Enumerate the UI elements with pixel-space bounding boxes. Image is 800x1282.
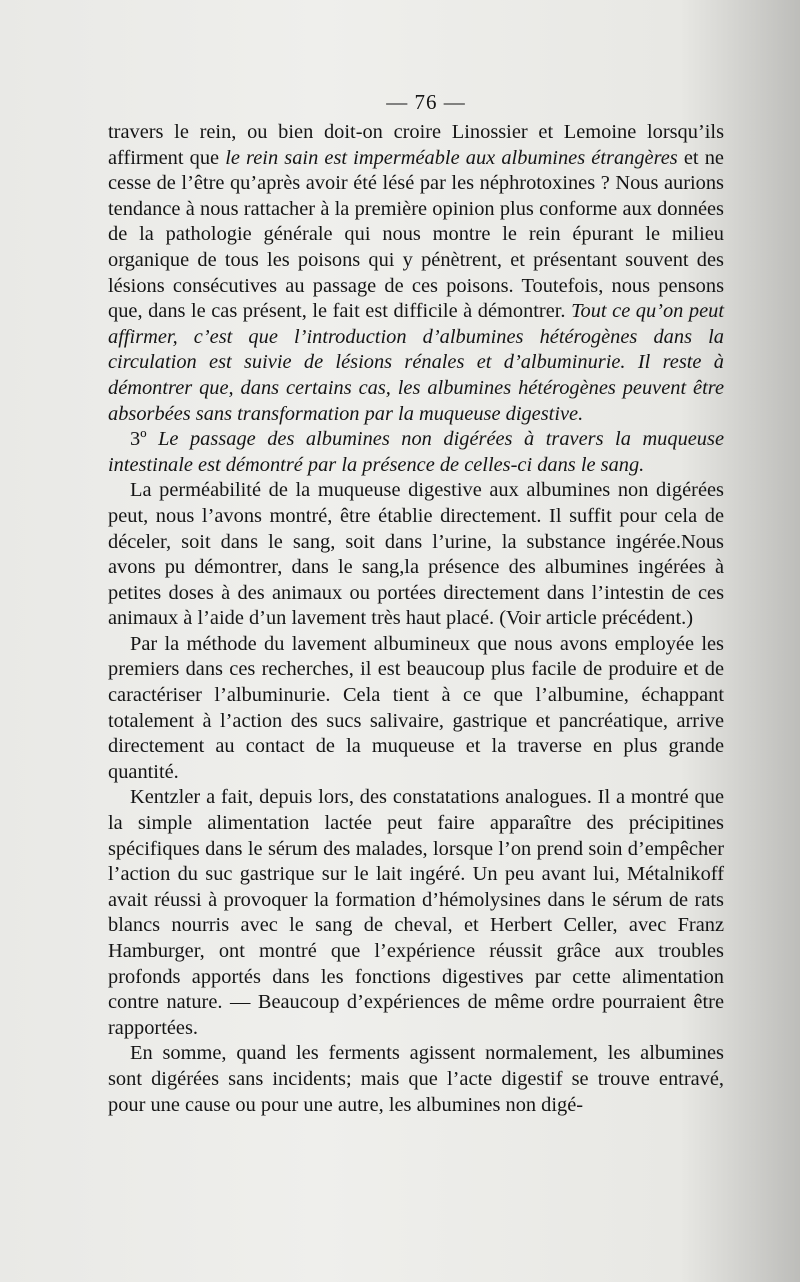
text-run: travers le rein, ou bien doit-on croire Linossier et Lemoine lorsqu’ils affirment que xyxy=(108,121,724,169)
text-run: La perméabilité de la muqueuse digestive aux albumines non digérées peut, nous l’avons montré, être établie directement. Il suffit pour cela de déceler, soit dans le sang, soit dans l’urine, la substance ingérée.Nous avons pu démontrer, dans le sang,la présence des albumines ingérées à petites doses à des animaux ou portées directement dans l’intestin de ces animaux à l’aide d’un lavement très haut placé. (Voir article précédent.) xyxy=(108,479,724,630)
paragraph-3 xyxy=(108,478,724,632)
text-run: et ne cesse de l’être qu’après avoir été lésé par les néphrotoxines ? Nous aurions tendance à nous rattacher à la première opinion plus conforme aux données de la pathologie générale qui nous montre le rein épurant le milieu organique de tous les poisons qui y pénètrent, et présentant souvent des lésions consécutives au passage de ces poisons. Toutefois, nous pensons que, dans le cas présent, le fait est difficile à démontrer. xyxy=(108,146,724,323)
italic-text-run: Tout ce qu’on peut affirmer, c’est que l’introduction d’albumines hétérogènes dans la circulation est suivie de lésions rénales et d’albuminurie. Il reste à démontrer que, dans certains cas, les albumines hétérogènes peuvent être absorbées sans transformation par la muqueuse digestive. xyxy=(108,300,724,425)
text-run: Par la méthode du lavement albumineux que nous avons employée les premiers dans ces recherches, il est beaucoup plus facile de produire et de caractériser l’albuminurie. Cela tient à ce que l’albumine, échappant totalement à l’action des sucs salivaire, gastrique et pancréatique, arrive directement au contact de la muqueuse et la traverse en plus grande quantité. xyxy=(108,632,724,783)
paragraph-2-section-heading xyxy=(108,427,724,478)
section-number: 3º xyxy=(130,428,159,451)
body-text xyxy=(108,120,724,1118)
paragraph-5 xyxy=(108,785,724,1041)
document-page xyxy=(108,84,724,1118)
paragraph-1 xyxy=(108,120,724,427)
paragraph-4 xyxy=(108,632,724,786)
italic-section-title: Le passage des albumines non digérées à travers la muqueuse intestinale est démontré par la présence de celles-ci dans le sang. xyxy=(108,428,724,476)
paragraph-6 xyxy=(108,1041,724,1118)
text-run: En somme, quand les ferments agissent normalement, les albumines sont digérées sans incidents; mais que l’acte digestif se trouve entravé, pour une cause ou pour une autre, les albumines non digé- xyxy=(108,1042,724,1116)
italic-text-run: le rein sain est imperméable aux albumines étrangères xyxy=(225,146,678,169)
text-run: Kentzler a fait, depuis lors, des constatations analogues. Il a montré que la simple alimentation lactée peut faire apparaître des précipitines spécifiques dans le sérum des malades, lorsque l’on prend soin d’empêcher l’action du suc gastrique sur le lait ingéré. Un peu avant lui, Métalnikoff avait réussi à provoquer la formation d’hémolysines dans le sérum de rats blancs nourris avec le sang de cheval, et Herbert Celler, avec Franz Hamburger, ont montré que l’expérience réussit grâce aux troubles profonds apportés dans les fonctions digestives par cette alimentation contre nature. — Beaucoup d’expériences de même ordre pourraient être rapportées. xyxy=(108,786,724,1039)
page-number: — 76 — xyxy=(386,90,466,114)
